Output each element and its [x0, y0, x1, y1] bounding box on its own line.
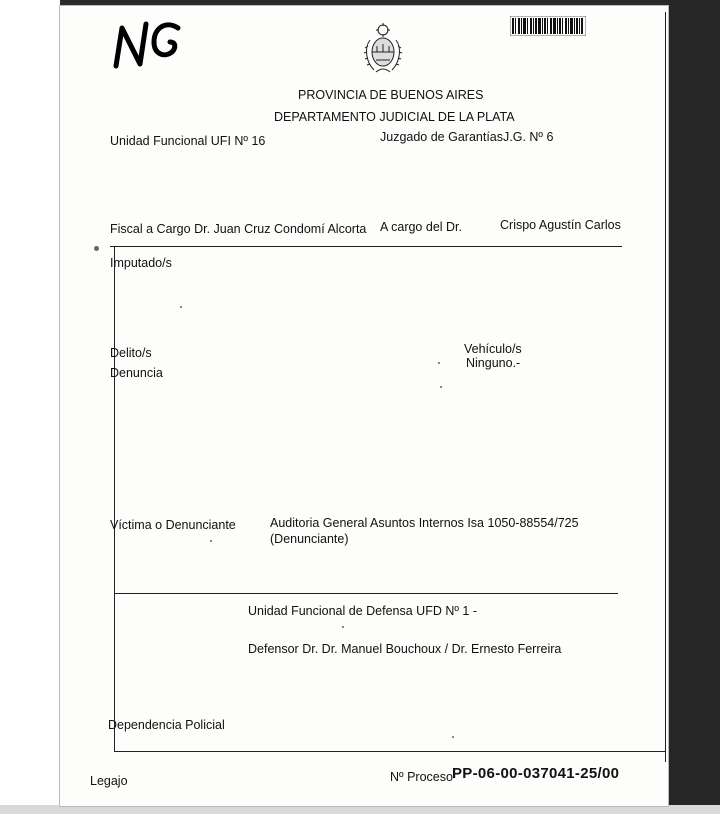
victima-value-line1: Auditoria General Asuntos Internos Isa 1050-88554/725 [270, 516, 579, 530]
barcode-icon [510, 16, 586, 36]
a-cargo-label: A cargo del Dr. [380, 220, 462, 234]
scan-speck [440, 386, 442, 388]
scan-speck [180, 306, 182, 308]
handwritten-initials-icon [110, 14, 190, 74]
unidad-funcional-field [110, 134, 265, 149]
unidad-funcional-value: UFI Nº 16 [210, 134, 266, 148]
unidad-funcional-label: Unidad Funcional [110, 134, 208, 148]
scan-speck [452, 736, 454, 738]
proceso-label: Nº Proceso [390, 770, 453, 784]
scan-speck [438, 362, 440, 364]
fiscal-value: Dr. Juan Cruz Condomí Alcorta [194, 222, 367, 236]
denuncia-label: Denuncia [110, 366, 163, 380]
dependencia-label: Dependencia Policial [108, 718, 225, 732]
defensor-label: Defensor [248, 642, 299, 656]
juzgado-value: J.G. Nº 6 [503, 130, 554, 144]
defensor-value: Dr. Dr. Manuel Bouchoux / Dr. Ernesto Ferreira [302, 642, 562, 656]
proceso-number: PP-06-00-037041-25/00 [452, 765, 620, 782]
scan-speck [94, 246, 99, 251]
delito-label: Delito/s [110, 346, 152, 360]
victima-label: Víctima o Denunciante [110, 518, 236, 532]
form-left-border [114, 246, 115, 752]
separator-middle [114, 593, 618, 594]
fiscal-field [110, 222, 366, 237]
left-margin-background [0, 0, 60, 814]
fiscal-label: Fiscal a Cargo [110, 222, 191, 236]
imputado-label: Imputado/s [110, 256, 172, 270]
document-page [60, 6, 668, 806]
form-right-border [665, 12, 666, 762]
province-heading: PROVINCIA DE BUENOS AIRES [298, 88, 484, 102]
victima-value-line2: (Denunciante) [270, 532, 349, 546]
right-dark-background [668, 0, 720, 814]
vehiculo-value: Ninguno.- [466, 356, 521, 370]
juzgado-field [380, 130, 553, 145]
separator-top [110, 246, 622, 247]
separator-bottom [114, 751, 666, 752]
scan-speck [210, 540, 212, 542]
legajo-label: Legajo [90, 774, 128, 788]
defensa-unit: Unidad Funcional de Defensa UFD Nº 1 - [248, 604, 477, 618]
a-cargo-value: Crispo Agustín Carlos [500, 218, 621, 232]
scan-speck [342, 626, 344, 628]
defensor-field [248, 642, 561, 657]
department-heading: DEPARTAMENTO JUDICIAL DE LA PLATA [274, 110, 515, 124]
juzgado-label: Juzgado de Garantías [380, 130, 503, 144]
bottom-strip [0, 805, 720, 814]
vehiculo-label: Vehículo/s [464, 342, 522, 356]
coat-of-arms-icon [362, 22, 404, 76]
